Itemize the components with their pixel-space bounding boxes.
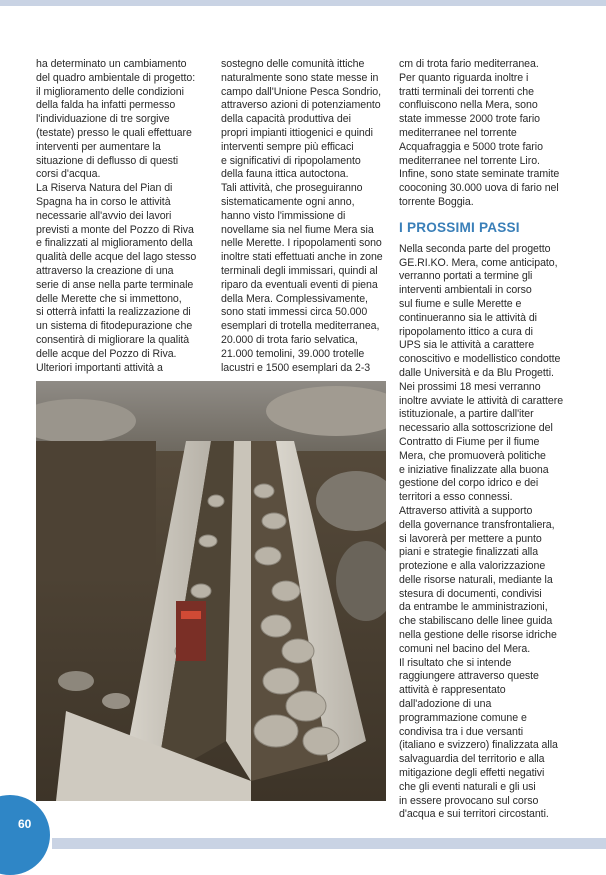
text-line: verranno portati a termine gli (399, 270, 533, 283)
text-line: si lavorerà per mettere a punto (399, 532, 542, 545)
text-line: Tali attività, che proseguiranno (221, 182, 363, 195)
text-line: terminali degli immissari, quindi al (221, 264, 378, 277)
text-line: interventi per aumentare la (36, 140, 161, 153)
text-line: state immesse 2000 trote fario (399, 113, 540, 126)
text-line: gestione del corpo idrico e dei (399, 477, 539, 490)
text-line: Acquafraggia e 5000 trote fario (399, 140, 543, 153)
text-line: attraverso la creazione di una (36, 264, 174, 277)
text-line: sul fiume e sulle Merette e (399, 297, 522, 310)
text-line: delle risorse naturali, mediante la (399, 573, 553, 586)
text-line: Contratto di Fiume per il fiume (399, 435, 540, 448)
text-line: si otterrà infatti la realizzazione di (36, 306, 191, 319)
text-line: e iniziative finalizzate alla buona (399, 463, 549, 476)
section-heading: I PROSSIMI PASSI (399, 219, 520, 235)
text-line: hanno visto l'immissione di (221, 209, 346, 222)
text-line: stesura di documenti, condivisi (399, 587, 542, 600)
text-line: attività è rappresentato (399, 684, 506, 697)
text-line: mitigazione degli effetti negativi (399, 767, 545, 780)
text-line: tratti terminali dei torrenti che (399, 85, 534, 98)
text-line: nella gestione delle risorse idriche (399, 629, 557, 642)
text-line: corsi d'acqua. (36, 168, 101, 181)
text-line: La Riserva Natura del Pian di (36, 182, 173, 195)
text-line: conoscitivo e modellistico condotte (399, 353, 561, 366)
text-line: sostegno delle comunità ittiche (221, 58, 365, 70)
text-line: condivisa tra i due versanti (399, 725, 524, 738)
text-line: della capacità produttiva dei (221, 113, 351, 126)
text-line: programmazione comune e (399, 711, 527, 724)
text-line: mediterranee nel torrente (399, 126, 517, 139)
text-line: novellame sia nel fiume Mera sia (221, 223, 374, 236)
text-line: un sistema di fitodepurazione che (36, 320, 193, 333)
text-line: che stabiliscano delle linee guida (399, 615, 553, 628)
text-line: UPS sia le attività a carattere (399, 339, 535, 352)
text-line: il miglioramento delle condizioni (36, 85, 184, 98)
text-line: della falda ha infatti permesso (36, 99, 176, 112)
text-line: in essere provocano sul corso (399, 794, 539, 807)
page-number-badge (0, 795, 50, 875)
text-column-3-bottom (399, 243, 574, 822)
text-line: piani e strategie finalizzati alla (399, 546, 539, 559)
text-line: della governance transfrontaliera, (399, 518, 555, 531)
text-line: ripopolamento ittico a cura di (399, 325, 533, 338)
text-line: l'individuazione di tre sorgive (36, 113, 170, 126)
text-line: Per quanto riguarda inoltre i (399, 71, 529, 84)
text-line: nelle Merette. I ripopolamenti sono (221, 237, 382, 250)
text-line: della fauna ittica autoctona. (221, 168, 349, 181)
text-line: territori a esso connessi. (399, 491, 513, 504)
text-line: previsti a monte del Pozzo di Riva (36, 223, 194, 236)
text-line: salvaguardia del territorio e alla (399, 753, 545, 766)
text-line: (testate) presso le quali effettuare (36, 126, 192, 139)
text-line: confluiscono nella Mera, sono (399, 99, 538, 112)
text-line: mediterranee nel torrente Liro. (399, 154, 540, 167)
text-line: Nei prossimi 18 mesi verranno (399, 380, 541, 393)
text-column-3 (399, 58, 574, 822)
text-line: dall'adozione di una (399, 698, 492, 711)
text-line: istituzionale, a partire dall'iter (399, 408, 534, 421)
text-line: Spagna ha in corso le attività (36, 195, 171, 208)
text-line: d'acqua e sui territori circostanti. (399, 808, 549, 821)
text-line: dalle Università e da Blu Progetti. (399, 366, 554, 379)
text-line: torrente Boggia. (399, 195, 474, 208)
text-line: cooconing 30.000 uova di fario nel (399, 182, 559, 195)
text-line: situazione di deflusso di questi (36, 154, 179, 167)
text-line: necessario alla sottoscrizione del (399, 422, 553, 435)
text-line: inoltre avviate le attività di carattere (399, 394, 564, 407)
text-line: GE.RI.KO. Mera, come anticipato, (399, 256, 558, 269)
text-line: cm di trota fario mediterranea. (399, 58, 539, 70)
text-line: Infine, sono state seminate tramite (399, 168, 560, 181)
text-column-3-top (399, 58, 574, 210)
text-line: Nella seconda parte del progetto (399, 242, 551, 255)
text-line: delle Merette che si immettono, (36, 292, 182, 305)
text-column-2 (221, 58, 393, 375)
text-line: protezione e alla valorizzazione (399, 560, 546, 573)
text-line: e significativi di ripopolamento (221, 154, 361, 167)
text-line: che gli eventi naturali e gli usi (399, 780, 536, 793)
text-line: inoltre stati effettuati anche in zone (221, 251, 383, 264)
text-line: Attraverso attività a supporto (399, 504, 533, 517)
text-line: necessarie all'avvio dei lavori (36, 209, 172, 222)
text-line: sono stati immessi circa 50.000 (221, 306, 368, 319)
text-line: continueranno sia le attività di (399, 311, 537, 324)
text-line: e finalizzati al miglioramento della (36, 237, 193, 250)
text-line: (italiano e svizzero) finalizzata alla (399, 739, 558, 752)
text-column-1 (36, 58, 208, 375)
text-line: riparo da eventuali eventi di piena (221, 278, 378, 291)
text-line: naturalmente sono state messe in (221, 71, 379, 84)
bottom-rule (52, 838, 606, 849)
text-line: Ulteriori importanti attività a (36, 361, 163, 374)
text-line: serie di anse nella parte terminale (36, 278, 194, 291)
text-line: comuni nel bacino del Mera. (399, 642, 531, 655)
text-line: raggiungere attraverso queste (399, 670, 539, 683)
page-number: 60 (18, 817, 32, 831)
river-works-photo (36, 381, 386, 801)
text-line: delle acque del Pozzo di Riva. (36, 347, 177, 360)
text-line: interventi ambientali in corso (399, 284, 532, 297)
text-line: del quadro ambientale di progetto: (36, 71, 196, 84)
text-line: sistematicamente ogni anno, (221, 195, 355, 208)
text-line: da entrambe le amministrazioni, (399, 601, 548, 614)
text-line: qualità delle acque del lago stesso (36, 251, 197, 264)
text-line: 20.000 di trota fario selvatica, (221, 333, 358, 346)
text-line: consentirà di migliorare la qualità (36, 333, 190, 346)
text-line: esemplari di trotella mediterranea, (221, 320, 380, 333)
text-line: 21.000 temolini, 39.000 trotelle (221, 347, 365, 360)
text-line: propri impianti ittiogenici e quindi (221, 126, 373, 139)
text-line: lacustri e 1500 esemplari da 2-3 (221, 361, 371, 374)
text-line: ha determinato un cambiamento (36, 58, 187, 70)
text-line: Mera, che promuoverà politiche (399, 449, 546, 462)
text-line: Il risultato che si intende (399, 656, 512, 669)
photo-illustration (36, 381, 386, 801)
text-line: campo dall'Unione Pesca Sondrio, (221, 85, 382, 98)
top-rule (0, 0, 606, 6)
text-line: della Mera. Complessivamente, (221, 292, 368, 305)
text-line: attraverso azioni di potenziamento (221, 99, 381, 112)
text-line: interventi sempre più efficaci (221, 140, 354, 153)
